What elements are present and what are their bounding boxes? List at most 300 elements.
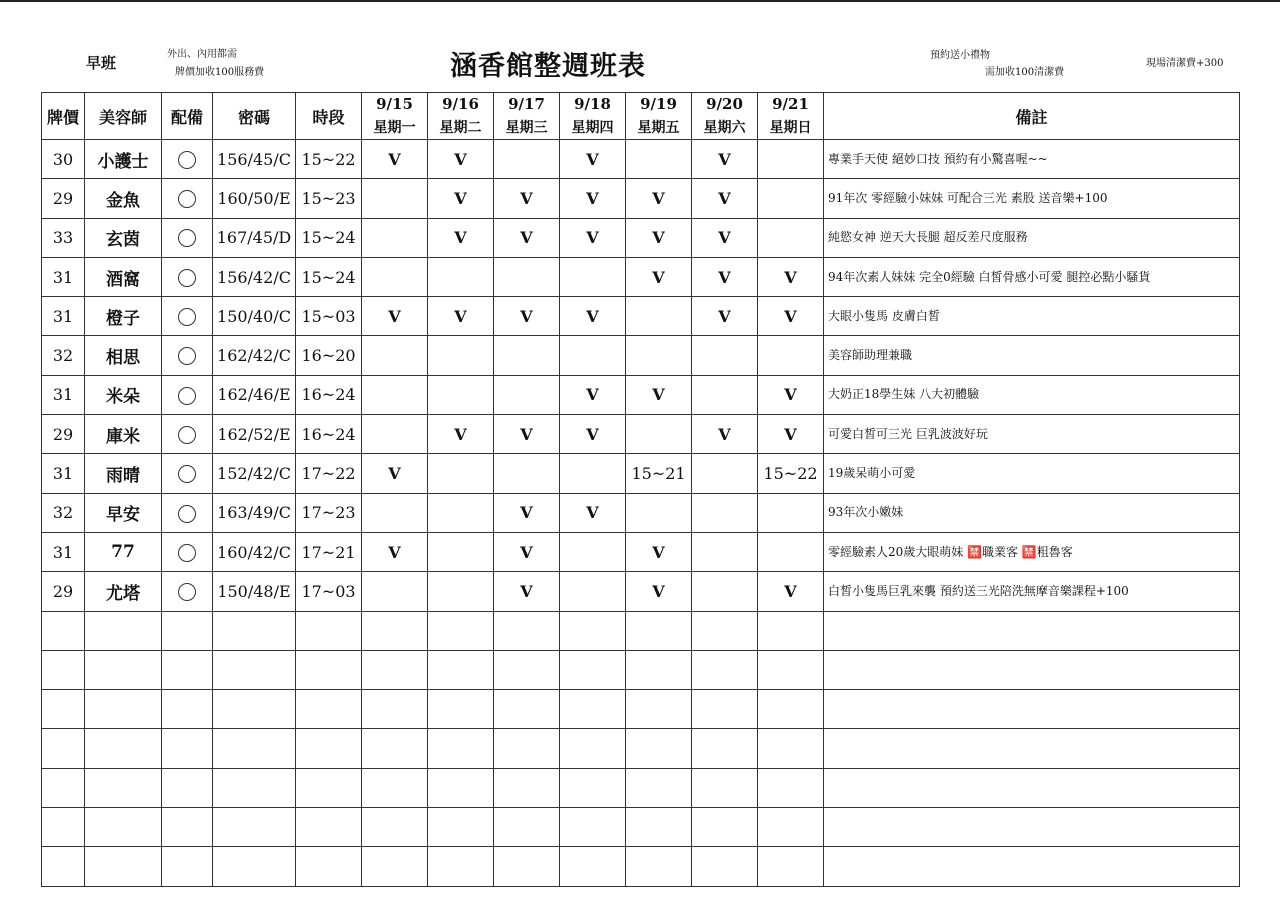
day-cell [626,140,692,179]
equip-cell [162,297,213,336]
empty-cell [296,690,362,729]
remark-cell: 19歲呆萌小可愛 [824,454,1240,493]
circle-icon [178,505,196,523]
period-cell: 15~03 [296,297,362,336]
day-cell [494,454,560,493]
empty-row [42,729,1240,768]
circle-icon [178,151,196,169]
remark-cell: 大奶正18學生妹 八大初體驗 [824,375,1240,414]
day-cell: V [626,375,692,414]
empty-cell [362,690,428,729]
table-row [42,493,1240,532]
stylist-name-cell: 金魚 [85,179,162,218]
stylist-name-cell: 庫米 [85,415,162,454]
remark-cell: 可愛白皙可三光 巨乳波波好玩 [824,415,1240,454]
password-cell: 156/45/C [213,140,296,179]
empty-cell [560,847,626,886]
empty-cell [428,729,494,768]
empty-cell [560,808,626,847]
empty-cell [494,808,560,847]
empty-cell [85,690,162,729]
empty-cell [85,847,162,886]
day-cell [362,375,428,414]
day-cell: V [560,179,626,218]
password-cell: 152/42/C [213,454,296,493]
day-cell [428,454,494,493]
stylist-name-cell: 尤塔 [85,572,162,611]
password-cell: 150/48/E [213,572,296,611]
price-cell: 30 [42,140,85,179]
circle-icon [178,308,196,326]
stylist-name-cell: 77 [85,532,162,571]
empty-cell [162,847,213,886]
shift-label: 早班 [86,54,117,72]
empty-cell [42,768,85,807]
service-note-line2: 牌價加收100服務費 [175,67,265,78]
equip-cell [162,218,213,257]
empty-cell [213,768,296,807]
remark-cell: 94年次素人妹妹 完全0經驗 白皙骨感小可愛 腿控必點小騷貨 [824,257,1240,296]
day-cell [362,218,428,257]
header-weekday: 星期一 [362,116,428,140]
empty-cell [162,690,213,729]
equip-cell [162,257,213,296]
period-cell: 15~23 [296,179,362,218]
password-cell: 162/52/E [213,415,296,454]
stylist-name-cell: 早安 [85,493,162,532]
day-cell [560,257,626,296]
empty-cell [758,690,824,729]
empty-cell [692,690,758,729]
empty-cell [560,690,626,729]
period-cell: 15~22 [296,140,362,179]
password-cell: 160/42/C [213,532,296,571]
empty-cell [362,650,428,689]
stylist-name-cell: 米朵 [85,375,162,414]
day-cell [428,572,494,611]
table-row [42,257,1240,296]
empty-row [42,847,1240,886]
empty-cell [494,768,560,807]
day-cell: V [428,179,494,218]
table-row [42,218,1240,257]
empty-cell [626,768,692,807]
day-cell [560,336,626,375]
period-cell: 17~21 [296,532,362,571]
table-row [42,532,1240,571]
empty-cell [626,808,692,847]
empty-cell [824,729,1240,768]
empty-cell [42,611,85,650]
remark-cell: 零經驗素人20歲大眼萌妹 🈲職業客 🈲粗魯客 [824,532,1240,571]
day-cell [428,375,494,414]
day-cell: V [626,179,692,218]
remark-cell: 美容師助理兼職 [824,336,1240,375]
empty-cell [42,808,85,847]
empty-cell [85,650,162,689]
day-cell [626,297,692,336]
empty-cell [692,847,758,886]
header-weekday: 星期六 [692,116,758,140]
equip-cell [162,493,213,532]
day-cell [494,140,560,179]
day-cell: V [692,179,758,218]
empty-cell [362,611,428,650]
day-cell: V [626,257,692,296]
stylist-name-cell: 酒窩 [85,257,162,296]
day-cell [428,257,494,296]
empty-cell [162,611,213,650]
header-period: 時段 [296,93,362,140]
equip-cell [162,454,213,493]
day-cell: V [692,140,758,179]
header-password: 密碼 [213,93,296,140]
gift-note-line2: 需加收100清潔費 [985,67,1065,78]
empty-cell [296,768,362,807]
table-row [42,336,1240,375]
empty-cell [626,650,692,689]
header-weekday: 星期五 [626,116,692,140]
stylist-name-cell: 小護士 [85,140,162,179]
day-cell [494,336,560,375]
day-cell [758,493,824,532]
day-cell [362,257,428,296]
circle-icon [178,583,196,601]
password-cell: 167/45/D [213,218,296,257]
day-cell [494,257,560,296]
equip-cell [162,336,213,375]
day-cell: V [560,493,626,532]
day-cell: V [494,297,560,336]
day-cell [692,572,758,611]
empty-cell [85,611,162,650]
day-cell: V [758,375,824,414]
price-cell: 33 [42,218,85,257]
empty-cell [428,611,494,650]
day-cell: V [626,532,692,571]
empty-cell [626,690,692,729]
day-cell: V [560,297,626,336]
header-date: 9/15 [362,93,428,116]
day-cell: V [560,415,626,454]
header-equip: 配備 [162,93,213,140]
day-cell: V [428,297,494,336]
day-cell: V [494,218,560,257]
day-cell: V [494,572,560,611]
empty-cell [626,847,692,886]
equip-cell [162,532,213,571]
empty-cell [162,768,213,807]
period-cell: 15~24 [296,218,362,257]
empty-cell [85,729,162,768]
empty-cell [85,808,162,847]
empty-cell [213,611,296,650]
empty-cell [296,611,362,650]
empty-cell [560,768,626,807]
day-cell [362,493,428,532]
equip-cell [162,179,213,218]
day-cell: V [626,572,692,611]
service-note-line1: 外出、內用都需 [167,49,237,60]
circle-icon [178,190,196,208]
price-cell: 31 [42,454,85,493]
table-row [42,297,1240,336]
day-cell [758,532,824,571]
day-cell: V [692,297,758,336]
table-row [42,454,1240,493]
table-row [42,572,1240,611]
day-cell: V [428,218,494,257]
header-weekday: 星期日 [758,116,824,140]
remark-cell: 專業手天使 絕妙口技 預約有小驚喜喔~~ [824,140,1240,179]
day-cell: V [758,415,824,454]
password-cell: 162/46/E [213,375,296,414]
day-cell [428,532,494,571]
header-date: 9/17 [494,93,560,116]
day-cell: V [560,218,626,257]
empty-cell [42,847,85,886]
gift-note-line1: 預約送小禮物 [930,50,990,61]
empty-cell [560,611,626,650]
header-price: 牌價 [42,93,85,140]
cleaning-fee-note: 現場清潔費+300 [1146,58,1224,69]
empty-cell [758,729,824,768]
stylist-name-cell: 橙子 [85,297,162,336]
day-cell: 15~22 [758,454,824,493]
header-date: 9/20 [692,93,758,116]
day-cell [560,454,626,493]
empty-cell [494,650,560,689]
day-cell: V [692,415,758,454]
header-date: 9/18 [560,93,626,116]
password-cell: 156/42/C [213,257,296,296]
empty-cell [494,611,560,650]
table-row [42,140,1240,179]
empty-cell [758,611,824,650]
empty-cell [626,729,692,768]
empty-cell [758,650,824,689]
day-cell [626,415,692,454]
day-cell [692,336,758,375]
day-cell [494,375,560,414]
empty-cell [213,690,296,729]
empty-cell [824,690,1240,729]
empty-cell [494,847,560,886]
schedule-body [42,140,1240,887]
circle-icon [178,465,196,483]
top-border [0,0,1280,2]
empty-cell [42,650,85,689]
day-cell [362,179,428,218]
stylist-name-cell: 雨晴 [85,454,162,493]
day-cell: V [626,218,692,257]
empty-cell [560,650,626,689]
equip-cell [162,415,213,454]
header-weekday: 星期二 [428,116,494,140]
day-cell [362,415,428,454]
day-cell [560,572,626,611]
empty-cell [428,847,494,886]
price-cell: 31 [42,532,85,571]
price-cell: 31 [42,375,85,414]
day-cell: V [758,257,824,296]
price-cell: 29 [42,179,85,218]
empty-cell [758,768,824,807]
circle-icon [178,269,196,287]
empty-cell [692,768,758,807]
empty-cell [162,650,213,689]
empty-cell [362,768,428,807]
day-cell: V [494,493,560,532]
period-cell: 17~23 [296,493,362,532]
empty-cell [692,808,758,847]
period-cell: 15~24 [296,257,362,296]
empty-cell [362,808,428,847]
table-row [42,415,1240,454]
day-cell: V [494,179,560,218]
circle-icon [178,387,196,405]
empty-cell [758,808,824,847]
empty-row [42,768,1240,807]
password-cell: 160/50/E [213,179,296,218]
day-cell: V [560,375,626,414]
remark-cell: 白皙小隻馬巨乳來襲 預約送三光陪洗無摩音樂課程+100 [824,572,1240,611]
day-cell: V [362,454,428,493]
empty-cell [494,690,560,729]
empty-cell [296,729,362,768]
day-cell: V [428,140,494,179]
empty-cell [758,847,824,886]
period-cell: 16~20 [296,336,362,375]
empty-cell [494,729,560,768]
empty-cell [42,729,85,768]
empty-cell [428,650,494,689]
header-date: 9/19 [626,93,692,116]
equip-cell [162,140,213,179]
circle-icon [178,544,196,562]
day-cell [758,336,824,375]
day-cell: V [362,140,428,179]
price-cell: 31 [42,297,85,336]
empty-cell [42,690,85,729]
day-cell: V [692,257,758,296]
empty-row [42,690,1240,729]
remark-cell: 93年次小嫩妹 [824,493,1240,532]
empty-cell [560,729,626,768]
empty-cell [85,768,162,807]
empty-cell [824,847,1240,886]
empty-cell [692,650,758,689]
equip-cell [162,572,213,611]
day-cell: V [494,415,560,454]
price-cell: 31 [42,257,85,296]
day-cell [692,493,758,532]
empty-cell [824,768,1240,807]
price-cell: 32 [42,493,85,532]
header-remarks: 備註 [824,93,1240,140]
table-row [42,375,1240,414]
remark-cell: 91年次 零經驗小妹妹 可配合三光 素股 送音樂+100 [824,179,1240,218]
password-cell: 163/49/C [213,493,296,532]
empty-cell [162,729,213,768]
header-date: 9/16 [428,93,494,116]
header-weekday: 星期三 [494,116,560,140]
period-cell: 17~03 [296,572,362,611]
day-cell: V [560,140,626,179]
empty-row [42,650,1240,689]
empty-cell [162,808,213,847]
empty-cell [362,847,428,886]
empty-row [42,808,1240,847]
header-weekday: 星期四 [560,116,626,140]
day-cell [758,179,824,218]
equip-cell [162,375,213,414]
empty-cell [362,729,428,768]
day-cell [362,572,428,611]
price-cell: 29 [42,572,85,611]
day-cell: V [428,415,494,454]
page-title: 涵香館整週班表 [450,51,646,82]
period-cell: 16~24 [296,375,362,414]
remark-cell: 純慾女神 逆天大長腿 超反差尺度服務 [824,218,1240,257]
empty-cell [692,729,758,768]
empty-cell [428,768,494,807]
circle-icon [178,426,196,444]
empty-cell [296,808,362,847]
empty-cell [296,650,362,689]
day-cell: V [758,572,824,611]
schedule-table [41,92,1240,887]
stylist-name-cell: 玄茵 [85,218,162,257]
day-cell [626,493,692,532]
empty-cell [428,808,494,847]
day-cell [560,532,626,571]
day-cell [428,336,494,375]
period-cell: 17~22 [296,454,362,493]
circle-icon [178,229,196,247]
empty-cell [428,690,494,729]
circle-icon [178,347,196,365]
day-cell [692,532,758,571]
empty-cell [824,808,1240,847]
empty-cell [626,611,692,650]
day-cell: V [362,297,428,336]
remark-cell: 大眼小隻馬 皮膚白皙 [824,297,1240,336]
empty-cell [213,847,296,886]
day-cell [758,140,824,179]
price-cell: 29 [42,415,85,454]
header-stylist: 美容師 [85,93,162,140]
header-date: 9/21 [758,93,824,116]
stylist-name-cell: 相思 [85,336,162,375]
day-cell [428,493,494,532]
day-cell [692,375,758,414]
price-cell: 32 [42,336,85,375]
day-cell [362,336,428,375]
empty-cell [824,650,1240,689]
empty-row [42,611,1240,650]
day-cell: V [758,297,824,336]
day-cell: V [494,532,560,571]
day-cell: V [362,532,428,571]
day-cell [692,454,758,493]
password-cell: 150/40/C [213,297,296,336]
empty-cell [213,808,296,847]
empty-cell [692,611,758,650]
day-cell: 15~21 [626,454,692,493]
empty-cell [824,611,1240,650]
empty-cell [296,847,362,886]
